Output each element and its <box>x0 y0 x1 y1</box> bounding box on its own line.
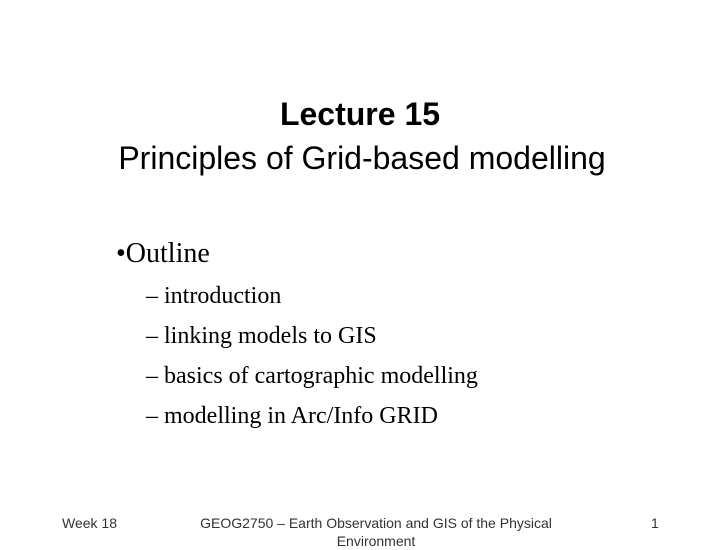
outline-heading: •Outline <box>116 238 210 269</box>
outline-item-arcinfo-grid: – modelling in Arc/Info GRID <box>146 403 438 429</box>
footer-course-title: GEOG2750 – Earth Observation and GIS of the Physical Environment <box>200 515 552 549</box>
title-topic: Principles of Grid-based modelling <box>118 140 606 176</box>
outline-item-cartographic-modelling: – basics of cartographic modelling <box>146 363 478 389</box>
footer-page-number: 1 <box>651 515 659 531</box>
outline-section <box>116 236 478 436</box>
title-lecture-number: Lecture 15 <box>279 96 441 132</box>
slide-title <box>0 92 720 180</box>
outline-item-linking-models: – linking models to GIS <box>146 323 377 349</box>
outline-item-introduction: – introduction <box>146 283 282 309</box>
footer-week: Week 18 <box>62 515 117 531</box>
outline-list <box>116 276 478 436</box>
